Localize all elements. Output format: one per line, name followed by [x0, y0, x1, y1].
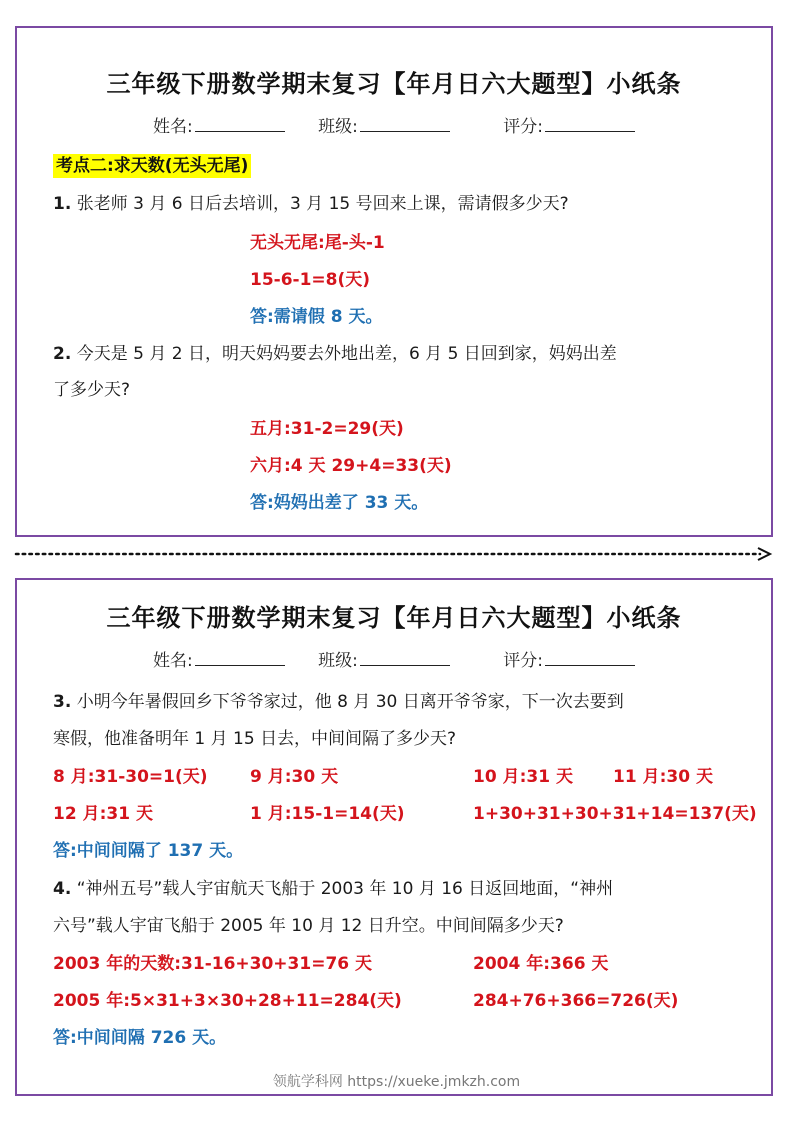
q3-work-total: 1+30+31+30+31+14=137(天) [473, 804, 757, 824]
q2-text-1: 今天是 5 月 2 日，明天妈妈要去外地出差，6 月 5 日回到家，妈妈出差 [76, 344, 617, 364]
topic-highlight: 考点二:求天数(无头无尾) [53, 154, 251, 178]
q4-text-1: “神州五号”载人宇宙航天飞船于 2003 年 10 月 16 日返回地面，“神州 [76, 879, 614, 899]
q1-number: 1. [53, 194, 72, 214]
q3-work-sep: 9 月:30 天 [250, 767, 339, 787]
card2-info-line [17, 646, 771, 671]
q2-number: 2. [53, 344, 72, 364]
question-2-line-2: 了多少天? [53, 380, 131, 400]
q2-answer-may: 五月:31-2=29(天) [250, 419, 404, 439]
name-label: 姓名: [152, 117, 193, 137]
q3-text-1: 小明今年暑假回乡下爷爷家过，他 8 月 30 日离开爷爷家，下一次去要到 [76, 692, 624, 712]
worksheet-card-2 [15, 578, 773, 1096]
question-4-line-1 [53, 877, 613, 901]
card2-title: 三年级下册数学期末复习【年月日六大题型】小纸条 [106, 604, 682, 632]
class-field[interactable] [318, 646, 450, 671]
q1-answer-rule: 无头无尾:尾-头-1 [250, 233, 385, 253]
q2-final-answer: 答:妈妈出差了 33 天。 [250, 493, 429, 513]
q3-work-dec: 12 月:31 天 [53, 804, 153, 824]
name-field[interactable] [153, 646, 285, 671]
q3-work-oct: 10 月:31 天 [473, 767, 573, 787]
q1-final-answer: 答:需请假 8 天。 [250, 307, 383, 327]
class-blank[interactable] [360, 115, 450, 132]
q1-answer-calc: 15-6-1=8(天) [250, 270, 371, 290]
question-4-line-2: 六号”载人宇宙飞船于 2005 年 10 月 12 日升空。中间间隔多少天? [53, 916, 564, 936]
q3-work-jan: 1 月:15-1=14(天) [250, 804, 405, 824]
class-label: 班级: [318, 651, 358, 671]
score-field[interactable] [503, 646, 635, 671]
score-label: 评分: [503, 651, 543, 671]
name-blank[interactable] [195, 115, 285, 132]
q2-answer-june: 六月:4 天 29+4=33(天) [250, 456, 452, 476]
class-label: 班级: [318, 117, 358, 137]
footer-watermark: 领航学科网 https://xueke.jmkzh.com [272, 1074, 521, 1090]
topic-heading [53, 154, 251, 178]
q4-final-answer: 答:中间间隔 726 天。 [53, 1028, 227, 1048]
card1-title: 三年级下册数学期末复习【年月日六大题型】小纸条 [106, 70, 682, 98]
question-2-line-1 [53, 342, 617, 366]
class-blank[interactable] [360, 649, 450, 666]
q4-number: 4. [53, 879, 72, 899]
dotted-arrow-separator [14, 546, 776, 562]
name-field[interactable] [153, 112, 285, 137]
q4-work-2004: 2004 年:366 天 [473, 954, 609, 974]
q1-text: 张老师 3 月 6 日后去培训，3 月 15 号回来上课，需请假多少天? [76, 194, 569, 214]
q3-number: 3. [53, 692, 72, 712]
name-label: 姓名: [152, 651, 193, 671]
question-1 [53, 192, 569, 216]
score-blank[interactable] [545, 649, 635, 666]
q3-final-answer: 答:中间间隔了 137 天。 [53, 841, 244, 861]
class-field[interactable] [318, 112, 450, 137]
q4-work-2005: 2005 年:5×31+3×30+28+11=284(天) [53, 991, 402, 1011]
score-field[interactable] [503, 112, 635, 137]
q3-work-nov: 11 月:30 天 [613, 767, 713, 787]
question-3-line-2: 寒假，他准备明年 1 月 15 日去，中间间隔了多少天? [53, 729, 457, 749]
question-3-line-1 [53, 690, 624, 714]
worksheet-card-1 [15, 26, 773, 537]
score-blank[interactable] [545, 115, 635, 132]
card1-info-line [17, 112, 771, 137]
score-label: 评分: [503, 117, 543, 137]
q3-work-aug: 8 月:31-30=1(天) [53, 767, 208, 787]
q4-work-2003: 2003 年的天数:31-16+30+31=76 天 [53, 954, 373, 974]
q4-work-total: 284+76+366=726(天) [473, 991, 679, 1011]
name-blank[interactable] [195, 649, 285, 666]
